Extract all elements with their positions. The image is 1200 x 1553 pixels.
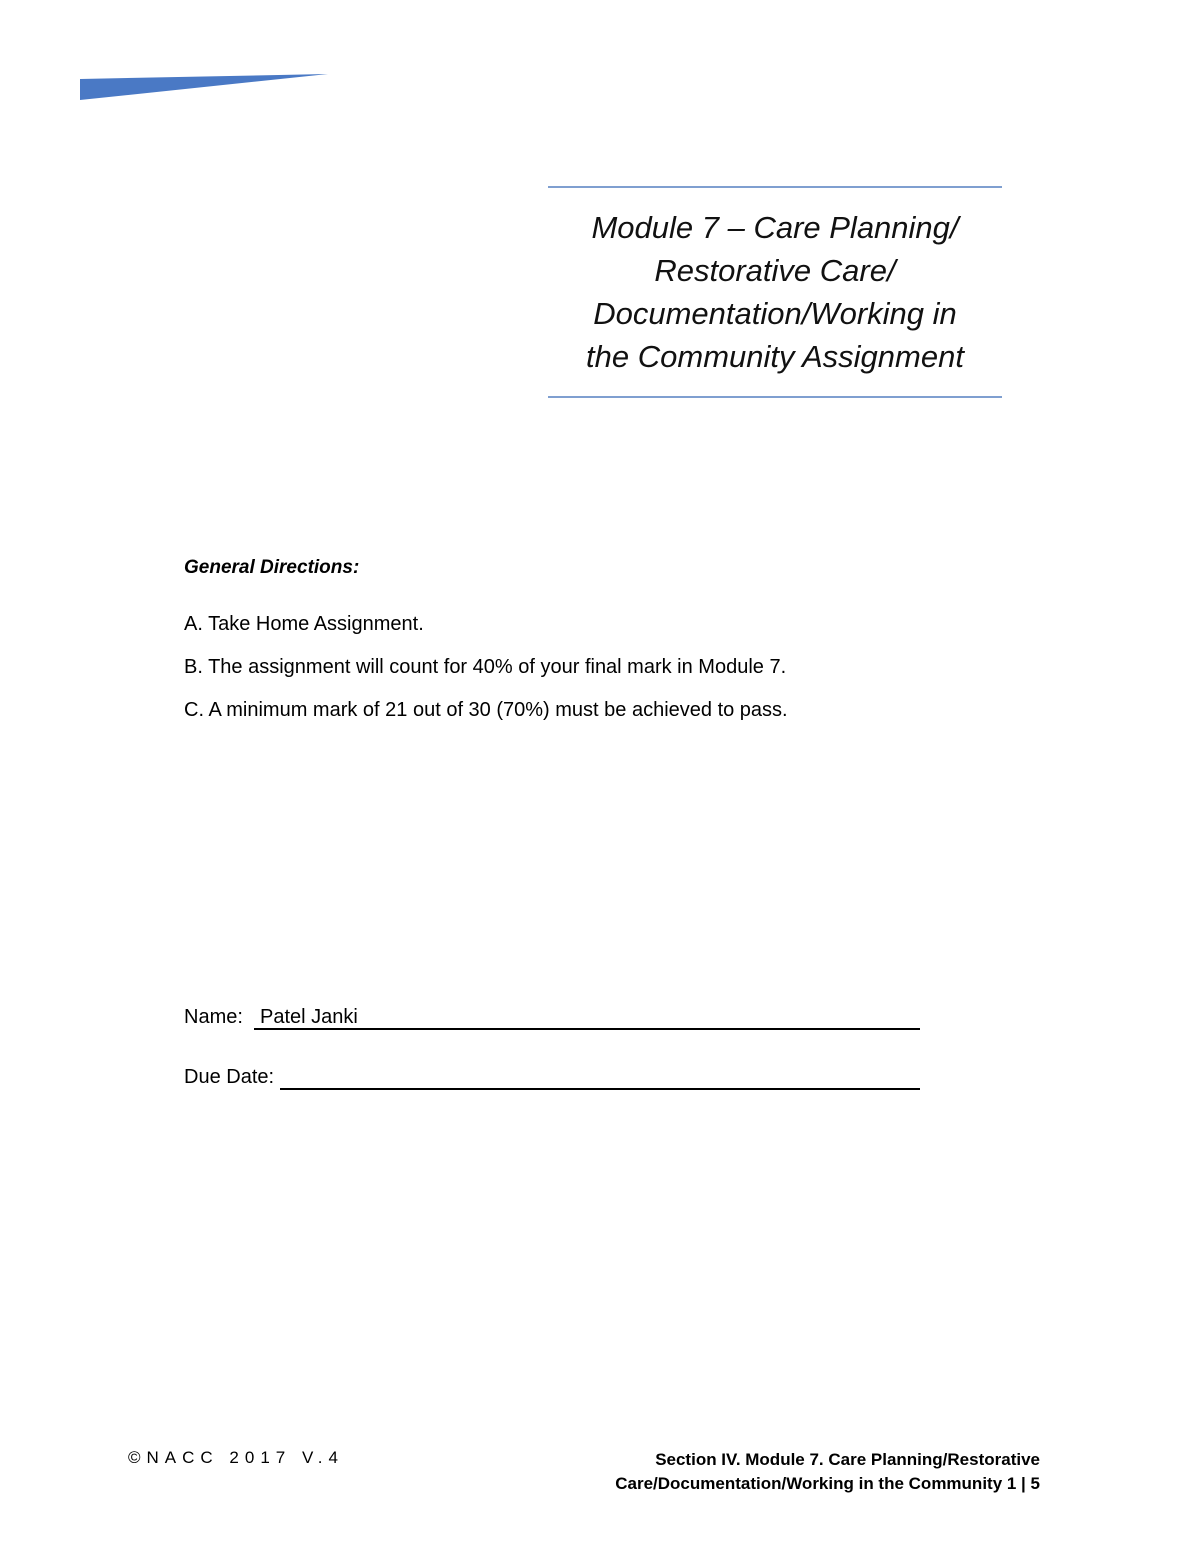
logo-wedge-graphic [80, 74, 330, 100]
name-field-row [184, 1004, 920, 1030]
directions-heading: General Directions: [184, 557, 360, 578]
name-field[interactable]: Patel Janki [254, 1004, 920, 1030]
title-box [548, 186, 1002, 398]
title-line-4: the Community Assignment [586, 339, 964, 374]
due-date-field-row [184, 1064, 920, 1090]
title-line-3: Documentation/Working in [593, 296, 957, 331]
footer-copyright: ©NACC 2017 V.4 [128, 1448, 344, 1467]
title-line-1: Module 7 – Care Planning/ [591, 210, 959, 245]
direction-item-a: A. Take Home Assignment. [184, 613, 424, 635]
title-line-2: Restorative Care/ [654, 253, 896, 288]
direction-item-c: C. A minimum mark of 21 out of 30 (70%) must be achieved to pass. [184, 699, 788, 721]
due-date-label: Due Date: [184, 1066, 280, 1088]
footer-section-info [615, 1448, 1040, 1496]
name-label: Name: [184, 1006, 255, 1028]
footer-section-line-2: Care/Documentation/Working in the Community 1 | 5 [615, 1474, 1040, 1493]
due-date-field[interactable] [280, 1064, 920, 1090]
general-directions [184, 555, 984, 740]
direction-item-b: B. The assignment will count for 40% of your final mark in Module 7. [184, 656, 787, 678]
page-title [586, 206, 964, 378]
footer-section-line-1: Section IV. Module 7. Care Planning/Restorative [655, 1450, 1040, 1469]
